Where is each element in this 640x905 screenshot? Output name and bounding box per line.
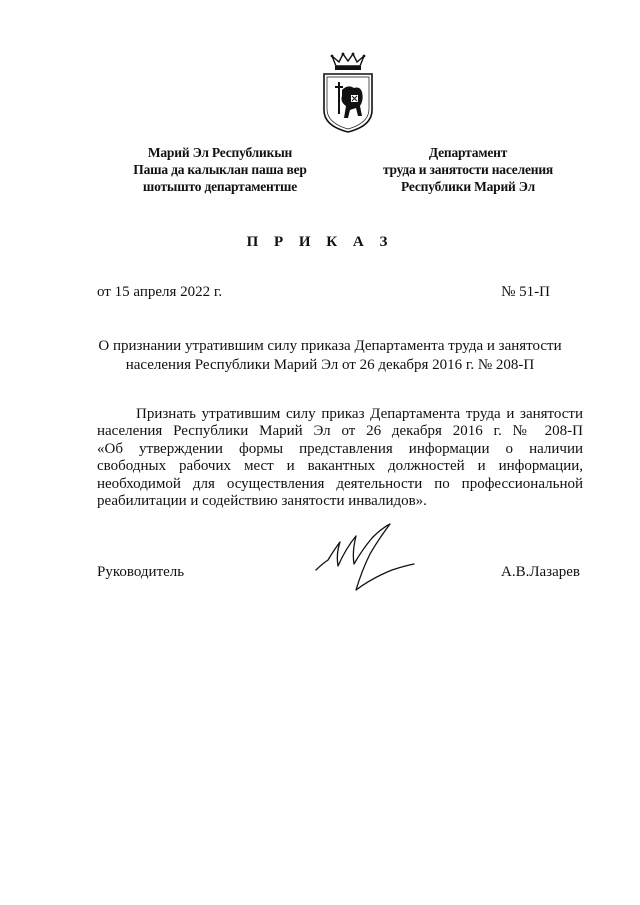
body-line: населения Республики Марий Эл от 26 декабря 2016 г. № 208-П — [97, 423, 583, 440]
body-line: «Об утверждении формы представления информации о наличии — [97, 440, 583, 457]
document-subject — [90, 337, 570, 375]
document-date: от 15 апреля 2022 г. — [97, 284, 223, 300]
subject-line: О признании утратившим силу приказа Департамента труда и занятости — [98, 338, 562, 354]
body-line: необходимой для осуществления деятельности по профессиональной — [97, 475, 583, 492]
header-right-line: Республики Марий Эл — [401, 179, 535, 194]
body-line: свободных рабочих мест и вакантных должностей и информации, — [97, 458, 583, 475]
handwritten-signature — [312, 520, 418, 594]
header-left-line: шотышто департаментше — [142, 179, 298, 194]
signatory-role: Руководитель — [97, 564, 185, 580]
subject-line: населения Республики Марий Эл от 26 декабря 2016 г. № 208-П — [125, 357, 535, 373]
coat-of-arms-emblem — [318, 52, 378, 134]
document-title: П Р И К А З — [246, 234, 394, 250]
header-left-line: Марий Эл Республикын — [147, 145, 293, 160]
header-russian-department — [348, 144, 588, 195]
header-left-line: Паша да калыклан паша вер — [133, 162, 307, 177]
header-right-line: труда и занятости населения — [382, 162, 554, 177]
header-mari-el-department — [100, 144, 340, 195]
document-body — [97, 406, 583, 510]
document-number: № 51-П — [501, 284, 550, 300]
header-right-line: Департамент — [428, 145, 508, 160]
body-line: реабилитации и содействию занятости инвалидов». — [97, 493, 427, 510]
body-line: Признать утратившим силу приказ Департамента труда и занятости — [136, 406, 583, 422]
signatory-name: А.В.Лазарев — [501, 564, 580, 580]
crown-icon — [331, 53, 366, 70]
